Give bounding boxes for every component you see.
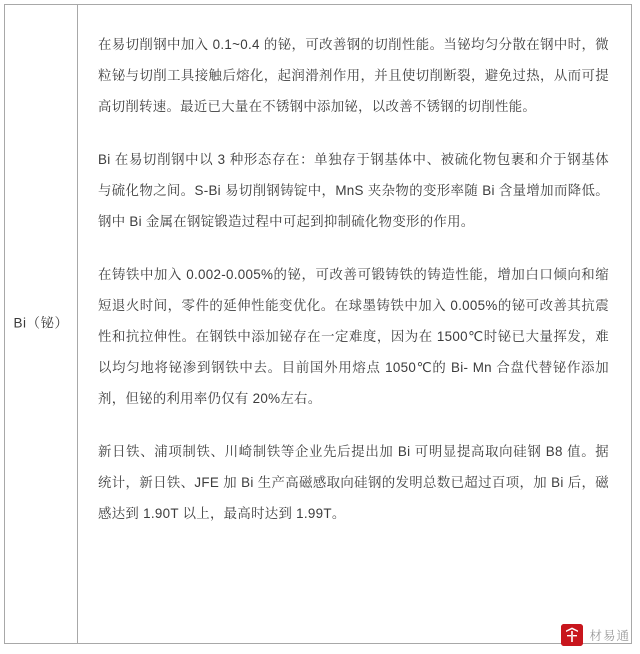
content-table (4, 4, 632, 644)
watermark (561, 624, 630, 646)
paragraph: 在铸铁中加入 0.002-0.005%的铋，可改善可锻铸铁的铸造性能，增加白口倾向和缩短退火时间，零件的延伸性能变优化。在球墨铸铁中加入 0.005%的铋可改善其抗震性和抗拉伸性。在钢铁中添加铋存在一定难度，因为在 1500℃时铋已大量挥发，难以均匀地将铋渗到钢铁中去。目前国外用熔点 1050℃的 Bi- Mn 合盘代替铋作添加剂，但铋的利用率仍仅有 20%左右。 (98, 267, 609, 406)
paragraph: 新日铁、浦项制铁、川崎制铁等企业先后提出加 Bi 可明显提高取向硅钢 B8 值。据统计，新日铁、JFE 加 Bi 生产高磁感取向硅钢的发明总数已超过百项，加 Bi 后，磁感达到 1.90T 以上，最高时达到 1.99T。 (98, 444, 609, 521)
paragraph: 在易切削钢中加入 0.1~0.4 的铋，可改善钢的切削性能。当铋均匀分散在钢中时，微粒铋与切削工具接触后熔化，起润滑剂作用，并且使切削断裂，避免过热，从而可提高切削转速。最近已大量在不锈钢中添加铋，以改善不锈钢的切削性能。 (98, 37, 609, 114)
table-cell-description (78, 5, 632, 643)
table-cell-element-label (4, 5, 78, 643)
material-logo-icon (561, 624, 583, 646)
element-name-label: Bi（铋） (13, 315, 69, 331)
paragraph: Bi 在易切削钢中以 3 种形态存在：单独存于钢基体中、被硫化物包裹和介于钢基体与硫化物之间。S-Bi 易切削钢铸锭中，MnS 夹杂物的变形率随 Bi 含量增加而降低。钢中 Bi 金属在钢锭锻造过程中可起到抑制硫化物变形的作用。 (98, 152, 609, 229)
watermark-text: 材易通 (589, 629, 630, 643)
